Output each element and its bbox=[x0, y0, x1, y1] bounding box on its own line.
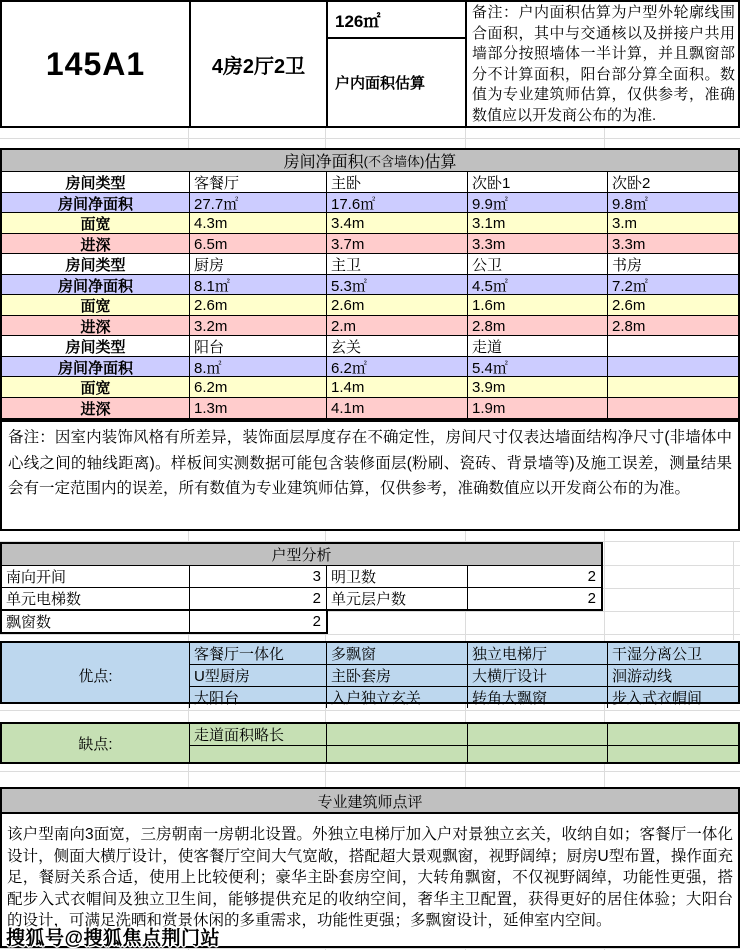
room-cell-type: 次卧1 bbox=[467, 172, 607, 193]
room-cell-width: 1.4m bbox=[326, 377, 467, 398]
room-cell-width: 3.4m bbox=[326, 213, 467, 234]
room-table-title-suffix: 估算 bbox=[424, 154, 457, 171]
con-item bbox=[189, 745, 326, 762]
con-item bbox=[467, 745, 607, 762]
analysis-value: 2 bbox=[189, 588, 326, 609]
analysis-label: 单元电梯数 bbox=[6, 591, 82, 608]
analysis-label: 明卫数 bbox=[326, 566, 467, 587]
pro-item: 主卧套房 bbox=[326, 664, 467, 686]
room-cell-width: 4.3m bbox=[189, 213, 326, 234]
room-row-depth bbox=[2, 234, 738, 255]
room-row-type bbox=[2, 254, 738, 275]
analysis-label: 飘窗数 bbox=[6, 614, 52, 631]
unit-area-note: 备注：户内面积估算为户型外轮廓线围合面积，其中与交通核以及拼接户共用墙部分按照墙体一半计算，并且飘窗部分不计算面积，阳台部分算全面积。数值为专业建筑师估算，仅供参考，准确数值应以开发商公布的为准. bbox=[465, 2, 738, 126]
room-cell-type: 次卧2 bbox=[607, 172, 738, 193]
pro-item: 独立电梯厅 bbox=[467, 643, 607, 664]
room-cell-type: 主卧 bbox=[326, 172, 467, 193]
room-cell-depth: 3.7m bbox=[326, 234, 467, 255]
analysis-value: 2 bbox=[467, 588, 601, 609]
room-cell-width: 1.6m bbox=[467, 295, 607, 316]
analysis-row bbox=[2, 566, 601, 587]
cons-label: 缺点: bbox=[78, 735, 113, 753]
room-row-width bbox=[2, 295, 738, 316]
room-cell-width: 2.6m bbox=[326, 295, 467, 316]
analysis-value: 2 bbox=[467, 566, 601, 587]
measurement-note: 备注：因室内装饰风格有所差异，装饰面层厚度存在不确定性，房间尺寸仅表达墙面结构净尺寸(非墙体中心线之间的轴线距离)。样板间实测数据可能包含装修面层(粉刷、瓷砖、背景墙等)及施工误差，测量结果会有一定范围内的误差，所有数值为专业建筑师估算，仅供参考，准确数值应以开发商公布的为准。 bbox=[0, 420, 740, 531]
pro-item: 多飘窗 bbox=[326, 643, 467, 664]
pro-item: 客餐厅一体化 bbox=[189, 643, 326, 664]
con-item bbox=[607, 745, 738, 762]
room-row-area bbox=[2, 275, 738, 296]
room-cell-type: 客餐厅 bbox=[189, 172, 326, 193]
room-row-area bbox=[2, 193, 738, 214]
room-cell-type: 厨房 bbox=[189, 254, 326, 275]
pros-label: 优点: bbox=[78, 668, 113, 685]
con-item bbox=[326, 745, 467, 762]
room-cell-width: 2.6m bbox=[189, 295, 326, 316]
room-cell-type: 主卫 bbox=[326, 254, 467, 275]
room-row-label: 面宽 bbox=[80, 298, 111, 315]
room-row-width bbox=[2, 377, 738, 398]
room-cell-depth: 2.8m bbox=[607, 316, 738, 337]
unit-layout: 4房2厅2卫 bbox=[189, 2, 326, 126]
unit-summary-table bbox=[0, 0, 740, 128]
con-item bbox=[467, 724, 607, 745]
room-cell-area: 7.2㎡ bbox=[607, 275, 738, 296]
room-row-label: 进深 bbox=[80, 318, 111, 336]
room-cell-depth bbox=[607, 398, 738, 419]
room-cell-area: 5.4㎡ bbox=[467, 357, 607, 378]
room-row-width bbox=[2, 213, 738, 234]
room-cell-area: 8.1㎡ bbox=[189, 275, 326, 296]
room-cell-depth: 6.5m bbox=[189, 234, 326, 255]
unit-analysis-rows bbox=[2, 566, 601, 609]
room-row-label: 面宽 bbox=[80, 216, 111, 233]
room-row-label: 房间类型 bbox=[65, 339, 126, 356]
room-cell-area: 8.㎡ bbox=[189, 357, 326, 378]
room-row-label: 进深 bbox=[80, 236, 111, 254]
room-cell-area: 9.8㎡ bbox=[607, 193, 738, 214]
room-row-depth bbox=[2, 398, 738, 419]
room-table-rows bbox=[2, 172, 738, 418]
room-cell-area: 9.9㎡ bbox=[467, 193, 607, 214]
room-table-title bbox=[2, 150, 738, 172]
con-item bbox=[607, 724, 738, 745]
room-cell-type: 走道 bbox=[467, 336, 607, 357]
room-cell-area: 17.6㎡ bbox=[326, 193, 467, 214]
room-cell-depth: 4.1m bbox=[326, 398, 467, 419]
room-cell-type: 玄关 bbox=[326, 336, 467, 357]
unit-area-value: 126㎡ bbox=[328, 2, 465, 39]
pro-item: 洄游动线 bbox=[607, 664, 738, 686]
room-cell-depth: 3.2m bbox=[189, 316, 326, 337]
room-cell-area bbox=[607, 357, 738, 378]
room-cell-depth: 1.9m bbox=[467, 398, 607, 419]
room-cell-width: 6.2m bbox=[189, 377, 326, 398]
room-row-depth bbox=[2, 316, 738, 337]
pro-item: 步入式衣帽间 bbox=[607, 686, 738, 708]
pros-table bbox=[0, 641, 740, 707]
room-cell-width: 3.9m bbox=[467, 377, 607, 398]
room-cell-depth: 3.3m bbox=[467, 234, 607, 255]
analysis-value: 3 bbox=[189, 566, 326, 587]
room-cell-depth: 2.m bbox=[326, 316, 467, 337]
room-cell-type: 公卫 bbox=[467, 254, 607, 275]
room-row-label: 房间净面积 bbox=[57, 359, 133, 377]
room-cell-depth: 1.3m bbox=[189, 398, 326, 419]
pro-item: U型厨房 bbox=[189, 664, 326, 686]
room-cell-type: 阳台 bbox=[189, 336, 326, 357]
room-cell-depth: 3.3m bbox=[607, 234, 738, 255]
room-cell-area: 4.5㎡ bbox=[467, 275, 607, 296]
room-cell-area: 6.2㎡ bbox=[326, 357, 467, 378]
room-net-area-table bbox=[0, 148, 740, 420]
room-row-label: 进深 bbox=[80, 400, 111, 418]
unit-analysis-table bbox=[0, 542, 603, 611]
room-row-label: 房间净面积 bbox=[57, 195, 133, 213]
analysis-row bbox=[2, 587, 601, 609]
room-cell-depth: 2.8m bbox=[467, 316, 607, 337]
room-cell-area: 5.3㎡ bbox=[326, 275, 467, 296]
con-item: 走道面积略长 bbox=[189, 724, 326, 745]
room-cell-width bbox=[607, 377, 738, 398]
architect-review-text: 该户型南向3面宽，三房朝南一房朝北设置。外独立电梯厅加入户对景独立玄关，收纳自如；客餐厅一体化设计，侧面大横厅设计，使客餐厅空间大气宽敞，搭配超大景观飘窗，视野阔绰；厨房U型布置，操作面充足，餐厨关系合适，使用上比较便利；豪华主卧套房空间，大转角飘窗，不仅视野阔绰，功能性更强，搭配步入式衣帽间及独立卫生间，能够提供充足的收纳空间，奢华主卫配置，获得更好的居住体验；大阳台的设计，可满足洗晒和赏景休闲的多重需求，功能性更强；多飘窗设计，延伸室内空间。 bbox=[0, 812, 740, 948]
analysis-label: 单元层户数 bbox=[326, 588, 467, 609]
room-row-label: 面宽 bbox=[80, 380, 111, 397]
room-cell-area: 27.7㎡ bbox=[189, 193, 326, 214]
watermark: 搜狐号@搜狐焦点荆门站 bbox=[6, 928, 221, 949]
room-cell-width: 2.6m bbox=[607, 295, 738, 316]
analysis-value: 2 bbox=[189, 611, 326, 632]
room-table-title-main: 房间净面积 bbox=[283, 154, 364, 171]
room-cell-type: 书房 bbox=[607, 254, 738, 275]
cons-table bbox=[0, 722, 740, 764]
pro-item: 入户独立玄关 bbox=[326, 686, 467, 708]
room-row-area bbox=[2, 357, 738, 378]
room-cell-type bbox=[607, 336, 738, 357]
unit-area-column bbox=[326, 2, 465, 126]
unit-code: 145A1 bbox=[2, 2, 189, 126]
room-row-label: 房间净面积 bbox=[57, 277, 133, 295]
architect-review-header: 专业建筑师点评 bbox=[0, 787, 740, 813]
unit-analysis-last-row bbox=[0, 611, 328, 634]
room-row-type bbox=[2, 336, 738, 357]
con-item bbox=[326, 724, 467, 745]
pro-item: 大阳台 bbox=[189, 686, 326, 708]
room-row-label: 房间类型 bbox=[65, 175, 126, 192]
room-cell-width: 3.1m bbox=[467, 213, 607, 234]
room-cell-width: 3.m bbox=[607, 213, 738, 234]
pro-item: 干湿分离公卫 bbox=[607, 643, 738, 664]
unit-area-label: 户内面积估算 bbox=[335, 75, 426, 92]
room-row-type bbox=[2, 172, 738, 193]
analysis-label: 南向开间 bbox=[6, 569, 67, 586]
room-row-label: 房间类型 bbox=[65, 257, 126, 274]
room-table-title-paren: (不含墙体) bbox=[363, 154, 425, 169]
pro-item: 转角大飘窗 bbox=[467, 686, 607, 708]
unit-analysis-title: 户型分析 bbox=[2, 544, 601, 566]
pro-item: 大横厅设计 bbox=[467, 664, 607, 686]
